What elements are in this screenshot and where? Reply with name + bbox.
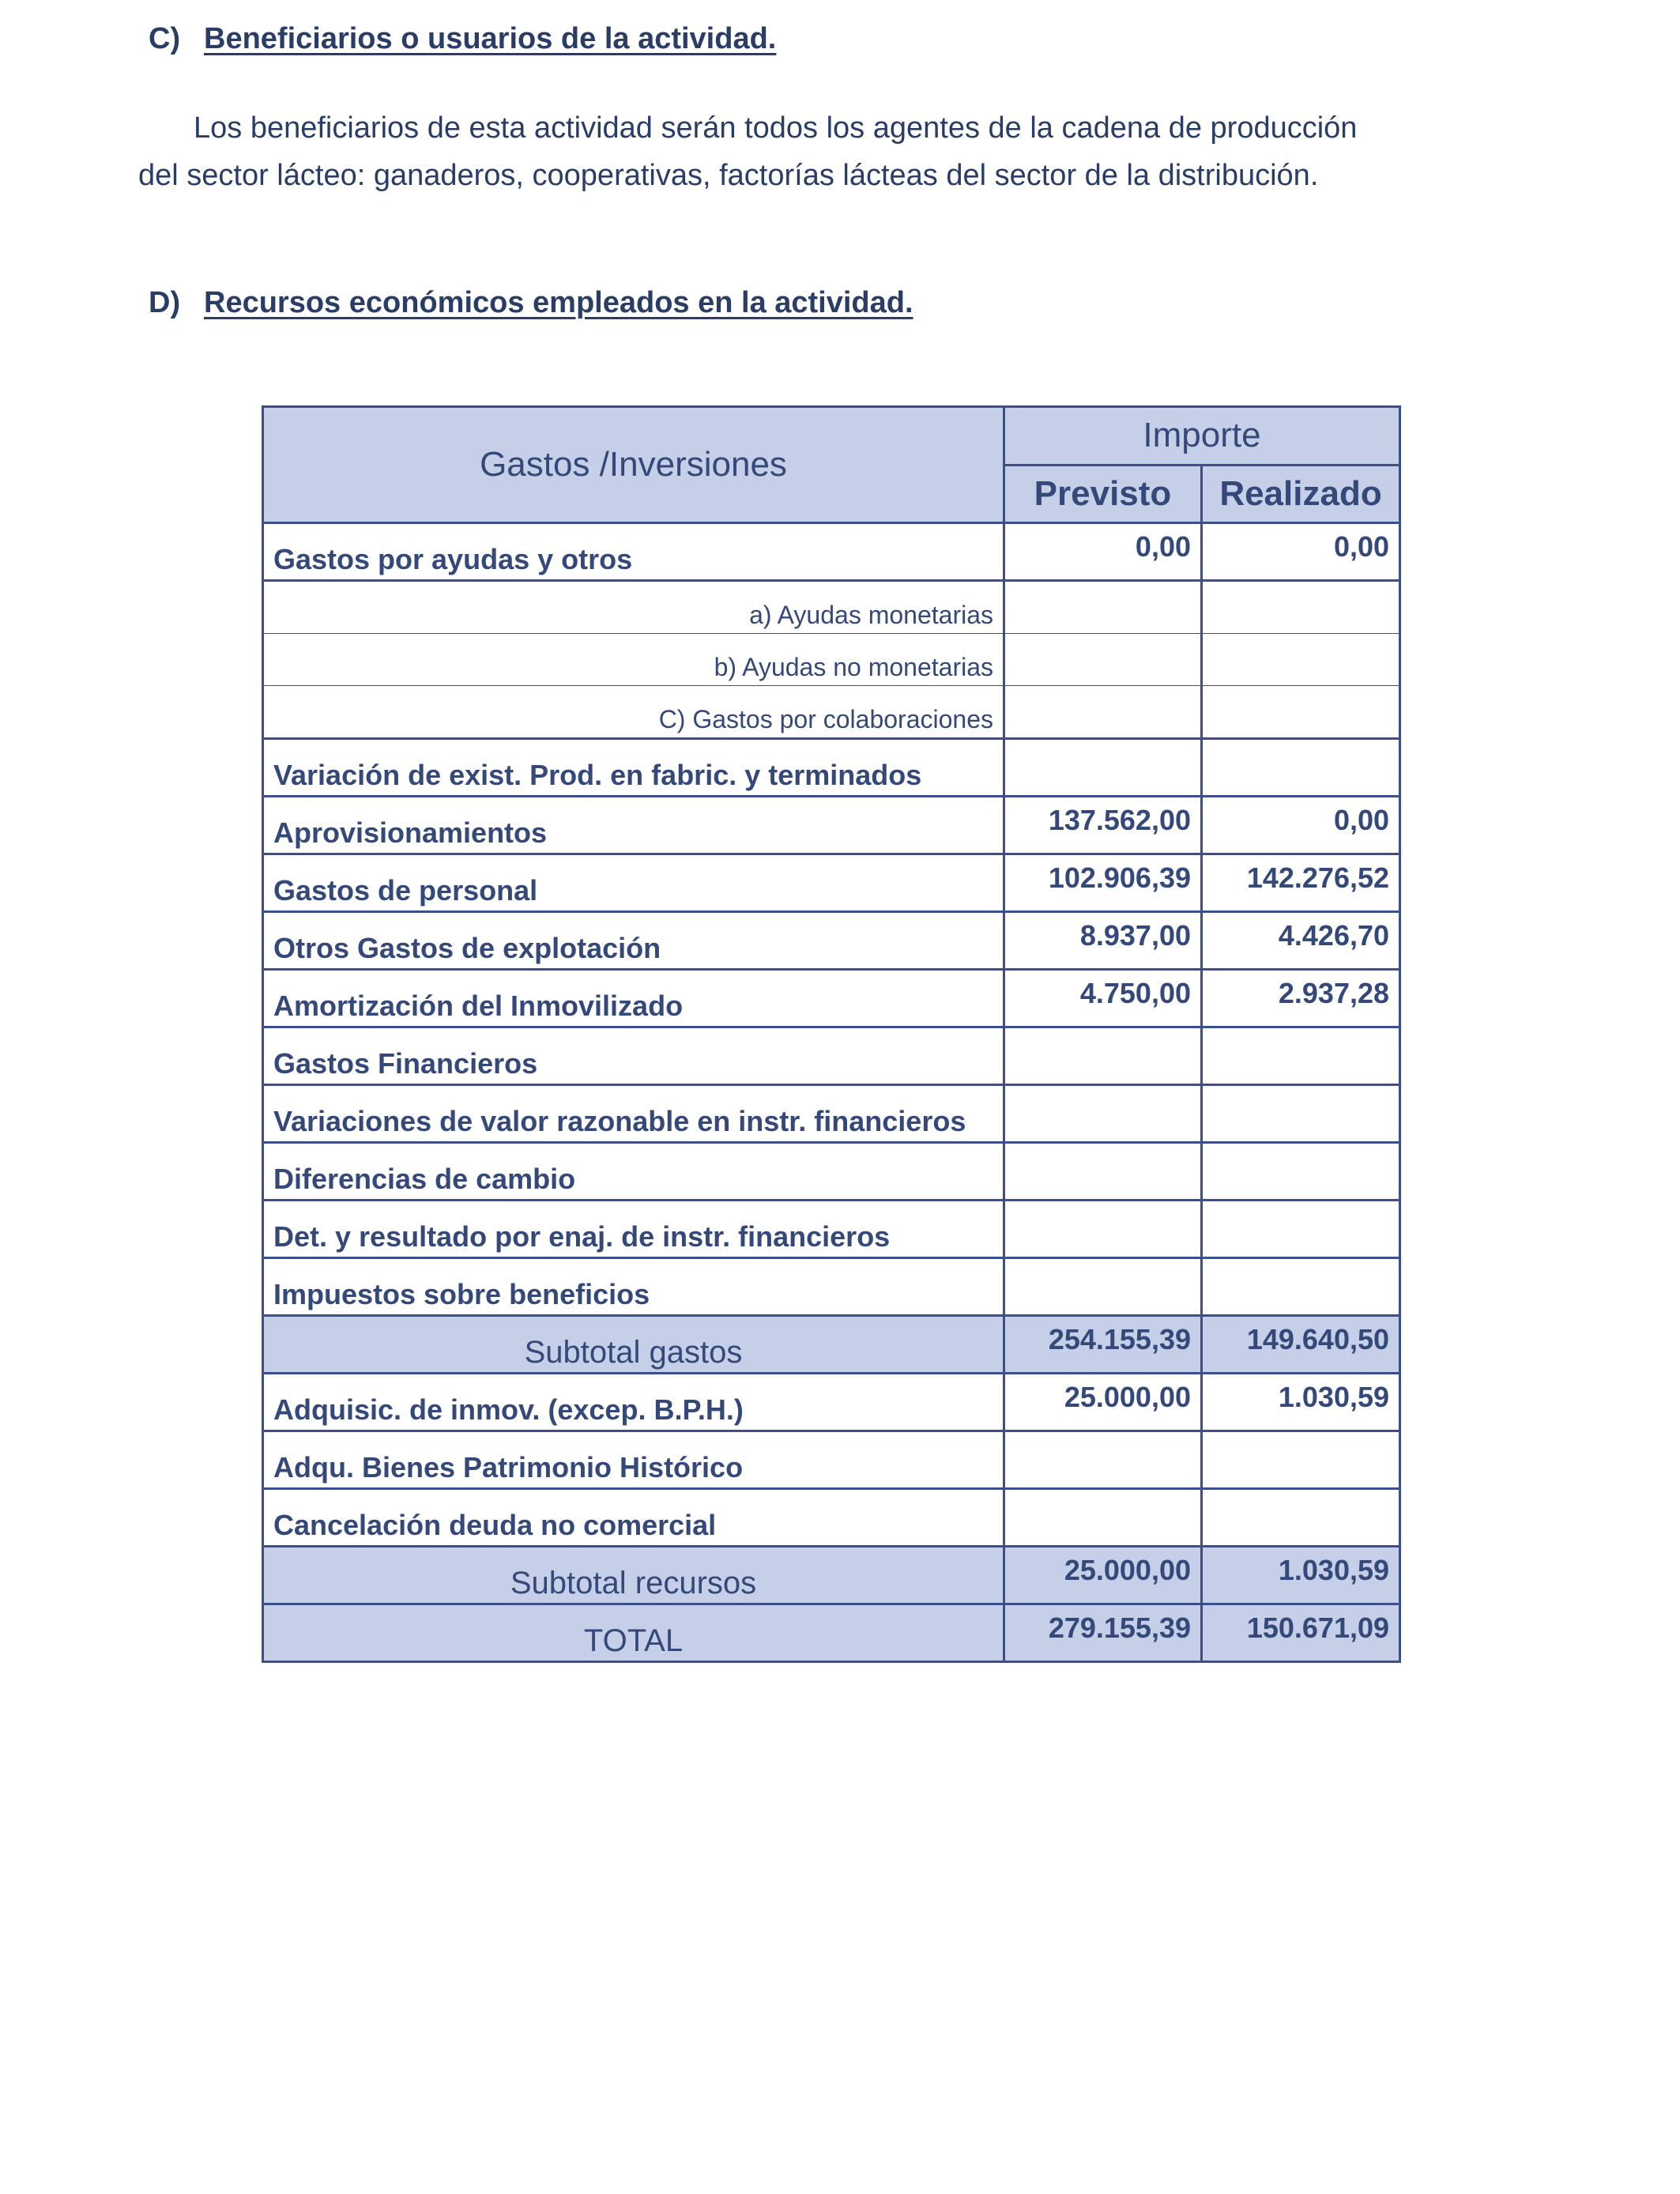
row-realizado: [1202, 686, 1400, 739]
row-label: TOTAL: [263, 1604, 1004, 1662]
subtotal-gastos-row: [263, 1316, 1400, 1374]
row-label: Diferencias de cambio: [263, 1143, 1004, 1201]
row-label: Adquisic. de inmov. (excep. B.P.H.): [263, 1374, 1004, 1431]
row-label: Aprovisionamientos: [263, 797, 1004, 854]
row-realizado: [1202, 739, 1400, 797]
row-realizado: 0,00: [1202, 523, 1400, 581]
header-realizado: Realizado: [1202, 465, 1400, 523]
table-row: [263, 797, 1400, 854]
table-row: [263, 634, 1400, 686]
row-realizado: [1202, 1258, 1400, 1316]
row-previsto: 254.155,39: [1004, 1316, 1202, 1374]
row-label: Impuestos sobre beneficios: [263, 1258, 1004, 1316]
table-row: [263, 912, 1400, 970]
row-previsto: [1004, 1489, 1202, 1547]
row-realizado: [1202, 1143, 1400, 1201]
row-label: b) Ayudas no monetarias: [263, 634, 1004, 686]
row-previsto: 8.937,00: [1004, 912, 1202, 970]
row-previsto: [1004, 581, 1202, 634]
section-c-paragraph: [138, 104, 1513, 199]
row-label: Gastos de personal: [263, 854, 1004, 912]
row-label: Gastos Financieros: [263, 1027, 1004, 1085]
total-row: [263, 1604, 1400, 1662]
header-gastos-inversiones: Gastos /Inversiones: [263, 407, 1004, 523]
row-realizado: 150.671,09: [1202, 1604, 1400, 1662]
row-previsto: [1004, 1258, 1202, 1316]
row-realizado: [1202, 1201, 1400, 1258]
row-previsto: [1004, 739, 1202, 797]
row-label: Cancelación deuda no comercial: [263, 1489, 1004, 1547]
row-previsto: 25.000,00: [1004, 1374, 1202, 1431]
header-importe: Importe: [1004, 407, 1400, 466]
table-row: [263, 1201, 1400, 1258]
section-c-heading: [149, 22, 776, 56]
table-row: [263, 1489, 1400, 1547]
row-previsto: 4.750,00: [1004, 970, 1202, 1027]
section-c-title: Beneficiarios o usuarios de la actividad.: [204, 22, 777, 55]
row-previsto: 0,00: [1004, 523, 1202, 581]
row-previsto: [1004, 1085, 1202, 1143]
row-realizado: [1202, 581, 1400, 634]
table-row: [263, 1027, 1400, 1085]
header-previsto: Previsto: [1004, 465, 1202, 523]
table-row: [263, 1143, 1400, 1201]
row-label: Gastos por ayudas y otros: [263, 523, 1004, 581]
row-label: Det. y resultado por enaj. de instr. financieros: [263, 1201, 1004, 1258]
row-previsto: [1004, 1201, 1202, 1258]
row-realizado: 0,00: [1202, 797, 1400, 854]
row-label: Otros Gastos de explotación: [263, 912, 1004, 970]
paragraph-line-1: Los beneficiarios de esta actividad serán todos los agentes de la cadena de producción: [194, 111, 1358, 145]
section-d-heading: [149, 286, 913, 320]
table-row: [263, 854, 1400, 912]
row-previsto: [1004, 634, 1202, 686]
table-row: [263, 523, 1400, 581]
row-previsto: [1004, 1027, 1202, 1085]
table-row: [263, 1258, 1400, 1316]
table-row: [263, 581, 1400, 634]
row-realizado: 4.426,70: [1202, 912, 1400, 970]
paragraph-line-2: del sector lácteo: ganaderos, cooperativas, factorías lácteas del sector de la distribución.: [138, 159, 1319, 192]
table-row: [263, 1431, 1400, 1489]
row-previsto: [1004, 686, 1202, 739]
resources-table: [262, 405, 1401, 1663]
row-previsto: [1004, 1431, 1202, 1489]
section-d-letter: D): [149, 286, 181, 319]
row-label: Subtotal gastos: [263, 1316, 1004, 1374]
row-label: a) Ayudas monetarias: [263, 581, 1004, 634]
row-realizado: [1202, 1085, 1400, 1143]
row-realizado: [1202, 634, 1400, 686]
table-row: [263, 739, 1400, 797]
row-realizado: [1202, 1027, 1400, 1085]
row-realizado: 2.937,28: [1202, 970, 1400, 1027]
section-d-title: Recursos económicos empleados en la actividad.: [204, 286, 913, 319]
row-realizado: 1.030,59: [1202, 1374, 1400, 1431]
row-previsto: 25.000,00: [1004, 1547, 1202, 1604]
row-previsto: [1004, 1143, 1202, 1201]
row-realizado: 142.276,52: [1202, 854, 1400, 912]
row-previsto: 279.155,39: [1004, 1604, 1202, 1662]
row-label: Amortización del Inmovilizado: [263, 970, 1004, 1027]
row-realizado: [1202, 1431, 1400, 1489]
row-realizado: [1202, 1489, 1400, 1547]
row-previsto: 137.562,00: [1004, 797, 1202, 854]
section-c-letter: C): [149, 22, 181, 55]
row-previsto: 102.906,39: [1004, 854, 1202, 912]
row-realizado: 1.030,59: [1202, 1547, 1400, 1604]
row-realizado: 149.640,50: [1202, 1316, 1400, 1374]
table-row: [263, 686, 1400, 739]
table-row: [263, 1085, 1400, 1143]
table-row: [263, 1374, 1400, 1431]
row-label: Adqu. Bienes Patrimonio Histórico: [263, 1431, 1004, 1489]
row-label: Subtotal recursos: [263, 1547, 1004, 1604]
table-row: [263, 970, 1400, 1027]
row-label: C) Gastos por colaboraciones: [263, 686, 1004, 739]
row-label: Variación de exist. Prod. en fabric. y terminados: [263, 739, 1004, 797]
subtotal-recursos-row: [263, 1547, 1400, 1604]
row-label: Variaciones de valor razonable en instr. financieros: [263, 1085, 1004, 1143]
